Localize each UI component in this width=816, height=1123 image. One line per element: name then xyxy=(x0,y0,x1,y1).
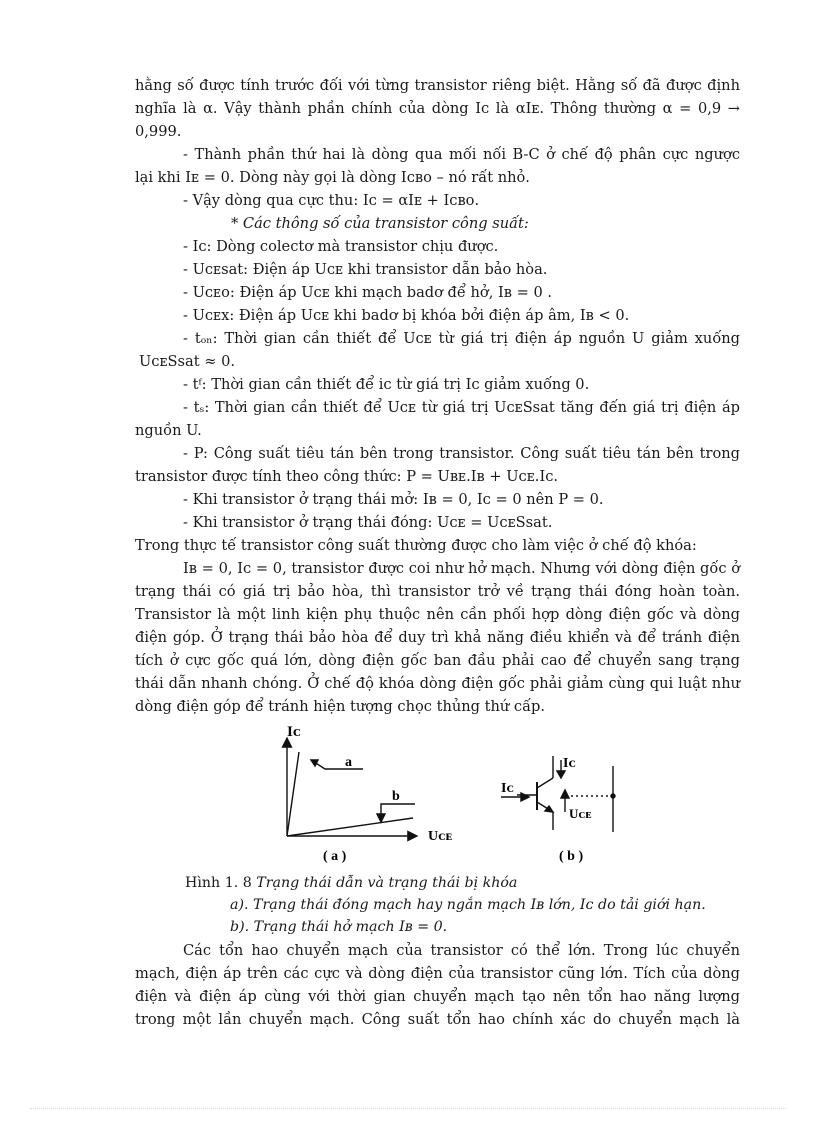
curve-a-label: a xyxy=(345,755,352,770)
curve-b-label: b xyxy=(392,789,400,804)
text-line: hằng số được tính trước đối với từng transistor riêng biệt. Hằng số đã được định xyxy=(135,77,740,94)
ic-top-label: Iᴄ xyxy=(563,756,576,771)
text-line: dòng điện góp để tránh hiện tượng chọc thủng thứ cấp. xyxy=(135,698,546,715)
figure-a-label: ( a ) xyxy=(323,849,347,864)
text-line: lại khi Iᴇ = 0. Dòng này gọi là dòng Iᴄʙᴏ – nó rất nhỏ. xyxy=(135,169,530,186)
text-line: nguồn U. xyxy=(135,422,202,439)
text-line: - tᶠ: Thời gian cần thiết để iᴄ từ giá trị Iᴄ giảm xuống 0. xyxy=(183,376,590,393)
emitter-arrow xyxy=(545,806,553,812)
switch-contact xyxy=(611,794,615,798)
text-line: thái dẫn nhanh chóng. Ở chế độ khóa dòng điện gốc phải giảm cùng qui luật như xyxy=(135,675,740,692)
curve-b-line xyxy=(287,818,413,836)
text-line: - P: Công suất tiêu tán bên trong transistor. Công suất tiêu tán bên trong xyxy=(183,445,740,462)
text-line: trạng thái có giá trị bảo hòa, thì transistor trở về trạng thái đóng hoàn toàn. xyxy=(135,583,740,600)
text-line: trong một lần chuyển mạch. Công suất tổn hao chính xác do chuyển mạch là xyxy=(135,1011,740,1028)
ic-left-label: Iᴄ xyxy=(501,781,514,796)
text-line: - tₛ: Thời gian cần thiết để Uᴄᴇ từ giá trị UᴄᴇSsat tăng đến giá trị điện áp xyxy=(183,399,740,416)
pointer-b xyxy=(381,804,415,819)
figure-caption xyxy=(185,872,517,894)
curve-a-line xyxy=(287,752,299,836)
collector-lead xyxy=(537,778,553,788)
pointer-a-arrowhead xyxy=(311,760,318,766)
figure-b-label: ( b ) xyxy=(559,849,584,864)
uce-arrow-head xyxy=(561,790,569,798)
figure-b xyxy=(501,756,615,832)
section-heading: * Các thông số của transistor công suất: xyxy=(231,215,529,232)
figure-1-8 xyxy=(235,722,635,872)
ib-arrow-head xyxy=(521,793,529,801)
text-line: - Uᴄᴇsat: Điện áp Uᴄᴇ khi transistor dẫn bảo hòa. xyxy=(183,261,548,278)
text-line: tích ở cực gốc quá lớn, dòng điện gốc ban đầu phải cao để chuyển sang trạng xyxy=(135,652,740,669)
text-line: Các tổn hao chuyển mạch của transistor có thể lớn. Trong lúc chuyển xyxy=(183,942,740,959)
footer-rule xyxy=(30,1108,786,1109)
caption-title: Trạng thái dẫn và trạng thái bị khóa xyxy=(256,875,518,891)
pointer-b-arrowhead xyxy=(377,814,385,822)
text-line: Trong thực tế transistor công suất thường được cho làm việc ở chế độ khóa: xyxy=(135,537,697,554)
pointer-a xyxy=(311,760,363,769)
text-line: 0,999. xyxy=(135,123,182,140)
text-line: nghĩa là α. Vậy thành phần chính của dòng Iᴄ là αIᴇ. Thông thường α = 0,9 → xyxy=(135,100,740,117)
text-line: Transistor là một linh kiện phụ thuộc nên cần phối hợp dòng điện gốc và dòng xyxy=(135,606,740,623)
text-line: transistor được tính theo công thức: P = Uʙᴇ.Iʙ + Uᴄᴇ.Iᴄ. xyxy=(135,468,559,485)
x-axis-label: Uᴄᴇ xyxy=(428,829,453,844)
text-line: - Vậy dòng qua cực thu: Iᴄ = αIᴇ + Iᴄʙᴏ. xyxy=(183,192,480,209)
uce-label: Uᴄᴇ xyxy=(569,806,592,821)
figure-a xyxy=(287,738,417,836)
text-line: - Thành phần thứ hai là dòng qua mối nối B-C ở chế độ phân cực ngược xyxy=(183,146,740,163)
text-line: mạch, điện áp trên các cực và dòng điện của transistor cũng lớn. Tích của dòng xyxy=(135,965,740,982)
caption-item-a: a). Trạng thái đóng mạch hay ngắn mạch Iʙ lớn, Iᴄ do tải giới hạn. xyxy=(230,897,706,913)
text-line: - Iᴄ: Dòng colectơ mà transistor chịu được. xyxy=(183,238,499,255)
caption-prefix: Hình 1. 8 xyxy=(185,875,252,891)
text-line: điện và điện áp cùng với thời gian chuyển mạch tạo nên tổn hao năng lượng xyxy=(135,988,740,1005)
text-line: - Khi transistor ở trạng thái đóng: Uᴄᴇ = UᴄᴇSsat. xyxy=(183,514,553,531)
ic-arrow-head xyxy=(557,771,565,778)
text-line: UᴄᴇSsat ≈ 0. xyxy=(139,353,236,370)
caption-item-b: b). Trạng thái hở mạch Iʙ = 0. xyxy=(230,919,448,935)
text-line: điện góp. Ở trạng thái bảo hòa để duy trì khả năng điều khiển và để tránh điện xyxy=(135,629,740,646)
text-line: - tₒₙ: Thời gian cần thiết để Uᴄᴇ từ giá trị điện áp nguồn U giảm xuống xyxy=(183,330,740,347)
text-line: - Uᴄᴇx: Điện áp Uᴄᴇ khi badơ bị khóa bởi điện áp âm, Iʙ < 0. xyxy=(183,307,630,324)
text-line: - Uᴄᴇᴏ: Điện áp Uᴄᴇ khi mạch badơ để hở, Iʙ = 0 . xyxy=(183,284,553,301)
y-axis-label: Iᴄ xyxy=(287,724,301,740)
text-line: - Khi transistor ở trạng thái mở: Iʙ = 0, Iᴄ = 0 nên P = 0. xyxy=(183,491,604,508)
text-line: Iʙ = 0, Iᴄ = 0, transistor được coi như hở mạch. Nhưng với dòng điện gốc ở xyxy=(183,560,740,577)
